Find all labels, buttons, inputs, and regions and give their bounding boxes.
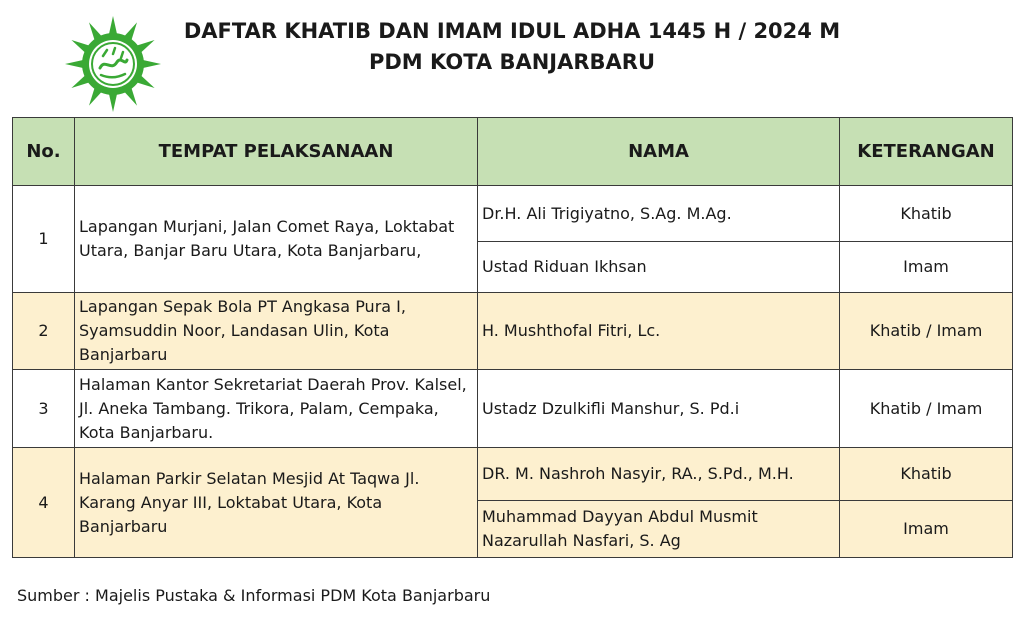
table-row xyxy=(13,370,1013,448)
row-nama: Dr.H. Ali Trigiyatno, S.Ag. M.Ag. xyxy=(478,186,840,242)
row-keterangan: Khatib / Imam xyxy=(840,370,1013,448)
muhammadiyah-logo-icon xyxy=(62,14,164,114)
row-nama: H. Mushthofal Fitri, Lc. xyxy=(478,293,840,370)
table-row xyxy=(13,293,1013,370)
row-keterangan: Khatib xyxy=(840,186,1013,242)
header-nama: NAMA xyxy=(478,118,840,186)
row-tempat: Lapangan Sepak Bola PT Angkasa Pura I, Syamsuddin Noor, Landasan Ulin, Kota Banjarbaru xyxy=(75,293,478,370)
row-number: 2 xyxy=(13,293,75,370)
source-note: Sumber : Majelis Pustaka & Informasi PDM Kota Banjarbaru xyxy=(17,586,491,605)
header-tempat: TEMPAT PELAKSANAAN xyxy=(75,118,478,186)
header-keterangan: KETERANGAN xyxy=(840,118,1013,186)
row-nama: Ustadz Dzulkifli Manshur, S. Pd.i xyxy=(478,370,840,448)
table-row xyxy=(13,186,1013,242)
page-title xyxy=(180,16,844,78)
row-keterangan: Imam xyxy=(840,501,1013,558)
title-line-1: DAFTAR KHATIB DAN IMAM IDUL ADHA 1445 H / 2024 M xyxy=(183,19,841,43)
row-keterangan: Khatib / Imam xyxy=(840,293,1013,370)
row-tempat: Halaman Kantor Sekretariat Daerah Prov. Kalsel, Jl. Aneka Tambang. Trikora, Palam, Cempaka, Kota Banjarbaru. xyxy=(75,370,478,448)
row-number: 4 xyxy=(13,448,75,558)
header-no: No. xyxy=(13,118,75,186)
title-line-2: PDM KOTA BANJARBARU xyxy=(368,50,656,74)
row-number: 3 xyxy=(13,370,75,448)
row-tempat: Lapangan Murjani, Jalan Comet Raya, Loktabat Utara, Banjar Baru Utara, Kota Banjarbaru, xyxy=(75,186,478,293)
row-keterangan: Khatib xyxy=(840,448,1013,501)
row-number: 1 xyxy=(13,186,75,293)
row-nama: Ustad Riduan Ikhsan xyxy=(478,242,840,293)
table-header-row xyxy=(13,118,1013,186)
row-nama: DR. M. Nashroh Nasyir, RA., S.Pd., M.H. xyxy=(478,448,840,501)
row-keterangan: Imam xyxy=(840,242,1013,293)
row-tempat: Halaman Parkir Selatan Mesjid At Taqwa Jl. Karang Anyar III, Loktabat Utara, Kota Banjarbaru xyxy=(75,448,478,558)
schedule-table xyxy=(12,117,1013,558)
row-nama: Muhammad Dayyan Abdul Musmit Nazarullah Nasfari, S. Ag xyxy=(478,501,840,558)
table-row xyxy=(13,448,1013,501)
